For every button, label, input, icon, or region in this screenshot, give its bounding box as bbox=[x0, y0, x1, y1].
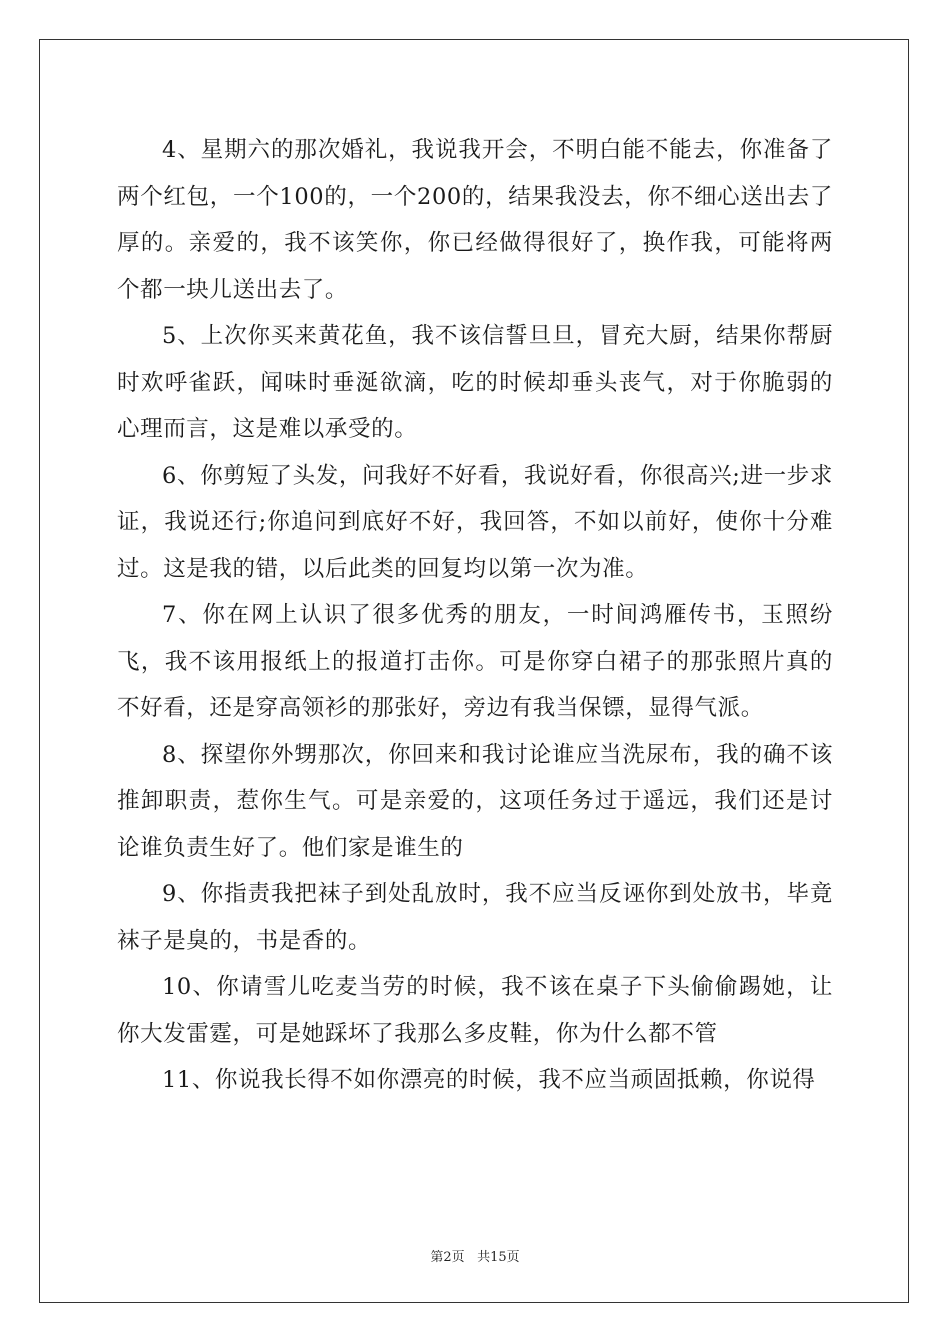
paragraph-6: 6、你剪短了头发，问我好不好看，我说好看，你很高兴;进一步求证，我说还行;你追问到底好不好，我回答，不如以前好，使你十分难过。这是我的错，以后此类的回复均以第一次为准。 bbox=[117, 462, 833, 582]
paragraph-11: 11、你说我长得不如你漂亮的时候，我不应当顽固抵赖，你说得 bbox=[162, 1067, 816, 1093]
paragraph-9: 9、你指责我把袜子到处乱放时，我不应当反诬你到处放书，毕竟袜子是臭的，书是香的。 bbox=[117, 881, 833, 954]
page-footer bbox=[0, 1246, 950, 1265]
document-body bbox=[117, 127, 833, 1104]
paragraph-5: 5、上次你买来黄花鱼，我不该信誓旦旦，冒充大厨，结果你帮厨时欢呼雀跃，闻味时垂涎欲滴，吃的时候却垂头丧气，对于你脆弱的心理而言，这是难以承受的。 bbox=[117, 323, 833, 442]
page-number: 第2页 bbox=[430, 1250, 465, 1265]
paragraph-4: 4、星期六的那次婚礼，我说我开会，不明白能不能去，你准备了两个红包，一个100的，一个200的，结果我没去，你不细心送出去了厚的。亲爱的，我不该笑你，你已经做得很好了，换作我，可能将两个都一块儿送出去了。 bbox=[117, 137, 833, 303]
page-total: 共15页 bbox=[477, 1250, 520, 1265]
paragraph-8: 8、探望你外甥那次，你回来和我讨论谁应当洗尿布，我的确不该推卸职责，惹你生气。可是亲爱的，这项任务过于遥远，我们还是讨论谁负责生好了。他们家是谁生的 bbox=[117, 741, 833, 861]
paragraph-10: 10、你请雪儿吃麦当劳的时候，我不该在桌子下头偷偷踢她，让你大发雷霆，可是她踩坏了我那么多皮鞋，你为什么都不管 bbox=[117, 974, 833, 1047]
paragraph-7: 7、你在网上认识了很多优秀的朋友，一时间鸿雁传书，玉照纷飞，我不该用报纸上的报道打击你。可是你穿白裙子的那张照片真的不好看，还是穿高领衫的那张好，旁边有我当保镖，显得气派。 bbox=[117, 602, 833, 721]
